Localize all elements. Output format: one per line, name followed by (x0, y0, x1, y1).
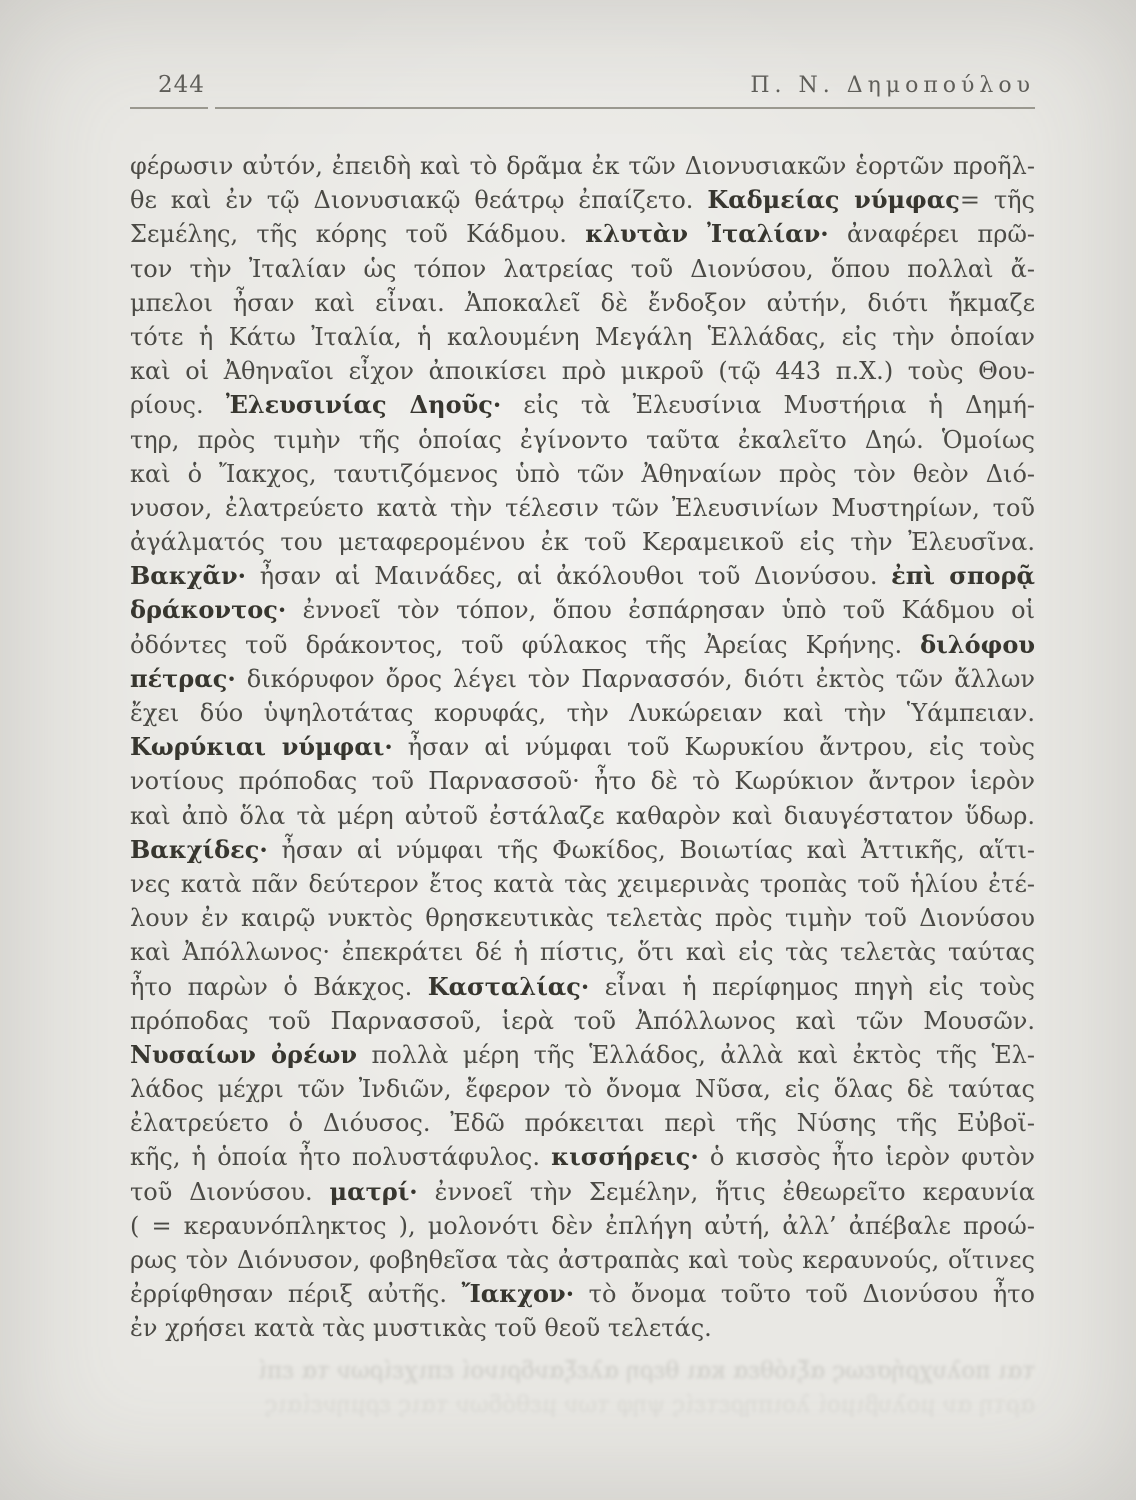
text-segment: λάδος μέχρι τῶν Ἰνδιῶν, ἔφερον τὸ ὄνομα Νῦσα, εἰς ὅλας δὲ ταύτας (130, 1075, 1035, 1104)
lemma-bold: κλυτὰν Ἰταλίαν· (585, 219, 829, 249)
text-segment: ἦσαν αἱ Μαινάδες, αἱ ἀκόλουθοι τοῦ Διονύσου. (246, 562, 892, 591)
text-segment: = τῆς (959, 186, 1035, 215)
lemma-bold: Βακχᾶν· (130, 561, 247, 591)
lemma-bold: Ἴακχον· (461, 1279, 575, 1309)
show-through (130, 1356, 1035, 1420)
text-segment: πρόποδας τοῦ Παρνασσοῦ, ἱερὰ τοῦ Ἀπόλλωνος καὶ τῶν Μουσῶν. (130, 1006, 1035, 1035)
text-segment: καὶ Ἀπόλλωνος· ἐπεκράτει δέ ἡ πίστις, ὅτι καὶ εἰς τὰς τελετὰς ταύτας (130, 938, 1035, 967)
text-segment: λουν ἐν καιρῷ νυκτὸς θρησκευτικὰς τελετὰς πρὸς τιμὴν τοῦ Διονύσου (130, 904, 1035, 933)
running-head: Π. Ν. Δημοπούλου (750, 73, 1035, 98)
text-segment: πολλὰ μέρη τῆς Ἑλλάδος, ἀλλὰ καὶ ἐκτὸς τῆς Ἑλ- (357, 1040, 1035, 1069)
text-line (130, 354, 1035, 388)
text-line (130, 457, 1035, 491)
text-segment: ἦσαν αἱ νύμφαι τῆς Φωκίδος, Βοιωτίας καὶ Ἀττικῆς, αἵτι- (267, 835, 1035, 864)
text-line (130, 491, 1035, 525)
text-segment: μπελοι ἦσαν καὶ εἶναι. Ἀποκαλεῖ δὲ ἔνδοξον αὐτήν, διότι ἤκμαζε (130, 288, 1035, 317)
text-line (130, 525, 1035, 559)
text-line (130, 764, 1035, 798)
text-line (130, 217, 1035, 251)
text-segment: κῆς, ἡ ὁποία ἦτο πολυστάφυλος. (130, 1143, 552, 1172)
text-line (130, 559, 1035, 593)
text-line (130, 252, 1035, 286)
text-line (130, 1038, 1035, 1072)
text-segment: ἔχει δύο ὑψηλοτάτας κορυφάς, τὴν Λυκώρειαν καὶ τὴν Ὑάμπειαν. (130, 699, 1035, 727)
text-segment: εἰς τὰ Ἐλευσίνια Μυστήρια ἡ Δημή- (501, 391, 1035, 420)
text-line (130, 320, 1035, 354)
body-text (130, 149, 1035, 1346)
lemma-bold: πέτρας· (130, 663, 236, 693)
text-segment: ἐν χρήσει κατὰ τὰς μυστικὰς τοῦ θεοῦ τελετάς. (130, 1314, 712, 1343)
text-line (130, 149, 1035, 183)
text-segment: τηρ, πρὸς τιμὴν τῆς ὁποίας ἐγίνοντο ταῦτα ἐκαλεῖτο Δηώ. Ὁμοίως (130, 425, 1035, 454)
text-line (130, 833, 1035, 867)
text-line (130, 935, 1035, 969)
header-rule-segment (130, 107, 208, 109)
text-line (130, 696, 1035, 730)
text-line (130, 1175, 1035, 1209)
lemma-bold: Κωρύκιαι νύμφαι· (130, 732, 393, 762)
text-segment: ρως τὸν Διόνυσον, φοβηθεῖσα τὰς ἀστραπὰς καὶ τοὺς κεραυνούς, οἵτινες (130, 1246, 1035, 1274)
text-line (130, 867, 1035, 901)
text-line (130, 1209, 1035, 1243)
text-line (130, 1106, 1035, 1140)
text-segment: δικόρυφον ὄρος λέγει τὸν Παρνασσόν, διότι ἐκτὸς τῶν ἄλλων (235, 664, 1035, 693)
text-segment: Σεμέλης, τῆς κόρης τοῦ Κάδμου. (130, 220, 586, 249)
text-line (130, 1277, 1035, 1311)
text-segment: φέρωσιν αὐτόν, ἐπειδὴ καὶ τὸ δρᾶμα ἐκ τῶν Διονυσιακῶν ἑορτῶν προῆλ- (130, 152, 1035, 180)
page-number: 244 (158, 72, 205, 98)
lemma-bold: Κασταλίας· (427, 971, 590, 1001)
text-segment: τότε ἡ Κάτω Ἰταλία, ἡ καλουμένη Μεγάλη Ἑλλάδας, εἰς τὴν ὁποίαν (130, 322, 1035, 351)
header-rule-segment (215, 107, 1035, 109)
text-line (130, 388, 1035, 422)
text-line (130, 286, 1035, 320)
text-line (130, 901, 1035, 935)
page-content (130, 0, 1035, 1346)
text-segment: τὸ ὄνομα τοῦτο τοῦ Διονύσου ἦτο (574, 1280, 1035, 1309)
text-segment: καὶ ἀπὸ ὅλα τὰ μέρη αὐτοῦ ἐστάλαζε καθαρὸν καὶ διαυγέστατον ὕδωρ. (130, 801, 1035, 830)
lemma-bold: Βακχίδες· (130, 834, 268, 864)
text-segment: θε καὶ ἐν τῷ Διονυσιακῷ θεάτρῳ ἐπαίζετο. (130, 186, 708, 215)
text-segment: τοῦ Διονύσου. (130, 1177, 330, 1206)
text-segment: ἐρρίφθησαν πέριξ αὐτῆς. (130, 1280, 462, 1309)
text-segment: ἦσαν αἱ νύμφαι τοῦ Κωρυκίου ἄντρου, εἰς τοὺς (392, 733, 1036, 762)
lemma-bold: διλόφου (920, 629, 1035, 659)
text-line (130, 1072, 1035, 1106)
lemma-bold: ματρί· (329, 1176, 418, 1206)
text-line (130, 970, 1035, 1004)
text-segment: ( = κεραυνόπληκτος ), μολονότι δὲν ἐπλήγη αὐτή, ἀλλ’ ἀπέβαλε προώ- (130, 1211, 1035, 1240)
text-line (130, 662, 1035, 696)
text-line (130, 1140, 1035, 1174)
text-segment: νοτίους πρόποδας τοῦ Παρνασσοῦ· ἦτο δὲ τὸ Κωρύκιον ἄντρον ἱερὸν (130, 767, 1035, 796)
text-segment: νυσον, ἐλατρεύετο κατὰ τὴν τέλεσιν τῶν Ἐλευσινίων Μυστηρίων, τοῦ (130, 493, 1035, 522)
text-segment: ἐλατρεύετο ὁ Διόυσος. Ἐδῶ πρόκειται περὶ τῆς Νύσης τῆς Εὐβοϊ- (130, 1109, 1035, 1138)
text-segment: τον τὴν Ἰταλίαν ὡς τόπον λατρείας τοῦ Διονύσου, ὅπου πολλαὶ ἄ- (130, 254, 1035, 283)
text-segment: καὶ οἱ Ἀθηναῖοι εἶχον ἀποικίσει πρὸ μικροῦ (τῷ 443 π.Χ.) τοὺς Θου- (130, 357, 1035, 386)
text-line (130, 799, 1035, 833)
text-line (130, 628, 1035, 662)
text-segment: ὀδόντες τοῦ δράκοντος, τοῦ φύλακος τῆς Ἀρείας Κρήνης. (130, 630, 921, 659)
text-segment: νες κατὰ πᾶν δεύτερον ἔτος κατὰ τὰς χειμερινὰς τροπὰς τοῦ ἡλίου ἐτέ- (130, 869, 1035, 898)
text-line (130, 730, 1035, 764)
text-segment: ρίους. (130, 391, 226, 420)
text-line (130, 1311, 1035, 1345)
header-rule (130, 107, 1035, 109)
text-line (130, 593, 1035, 627)
text-segment: ἀγάλματός του μεταφερομένου ἐκ τοῦ Κεραμεικοῦ εἰς τὴν Ἐλευσῖνα. (130, 528, 1035, 557)
text-segment: ἐννοεῖ τὴν Σεμέλην, ἥτις ἐθεωρεῖτο κεραυνία (417, 1177, 1035, 1206)
show-through-line: ται πολυχρήσεως αξιόθεα και θερη αλεξανδρινοί επιχείρων τα επί (257, 1358, 1035, 1384)
lemma-bold: Καδμείας νύμφας (707, 185, 960, 215)
show-through-line: αρτη αν μολυβιμοί λοιπηρετείς ψηφ των μεθόδων ταις ερμηνείαις (264, 1392, 1035, 1418)
text-segment: ἦτο παρὼν ὁ Βάκχος. (130, 972, 428, 1001)
lemma-bold: Νυσαίων ὀρέων (130, 1039, 358, 1069)
text-segment: ἀναφέρει πρῶ- (828, 220, 1035, 249)
text-line (130, 423, 1035, 457)
text-segment: καὶ ὁ Ἴακχος, ταυτιζόμενος ὑπὸ τῶν Ἀθηναίων πρὸς τὸν θεὸν Διό- (130, 459, 1035, 488)
text-line (130, 183, 1035, 217)
text-line (130, 1243, 1035, 1277)
lemma-bold: δράκοντος· (130, 595, 287, 625)
lemma-bold: κισσήρεις· (551, 1142, 699, 1172)
text-segment: εἶναι ἡ περίφημος πηγὴ εἰς τοὺς (589, 972, 1035, 1001)
lemma-bold: Ἐλευσινίας Δηοῦς· (225, 390, 502, 420)
text-segment: ὁ κισσὸς ἦτο ἱερὸν φυτὸν (698, 1143, 1036, 1172)
lemma-bold: ἐπὶ σπορᾷ (891, 561, 1035, 591)
page-header (130, 0, 1035, 98)
text-segment: ἐννοεῖ τὸν τόπον, ὅπου ἐσπάρησαν ὑπὸ τοῦ Κάδμου οἱ (286, 596, 1035, 625)
text-line (130, 1004, 1035, 1038)
